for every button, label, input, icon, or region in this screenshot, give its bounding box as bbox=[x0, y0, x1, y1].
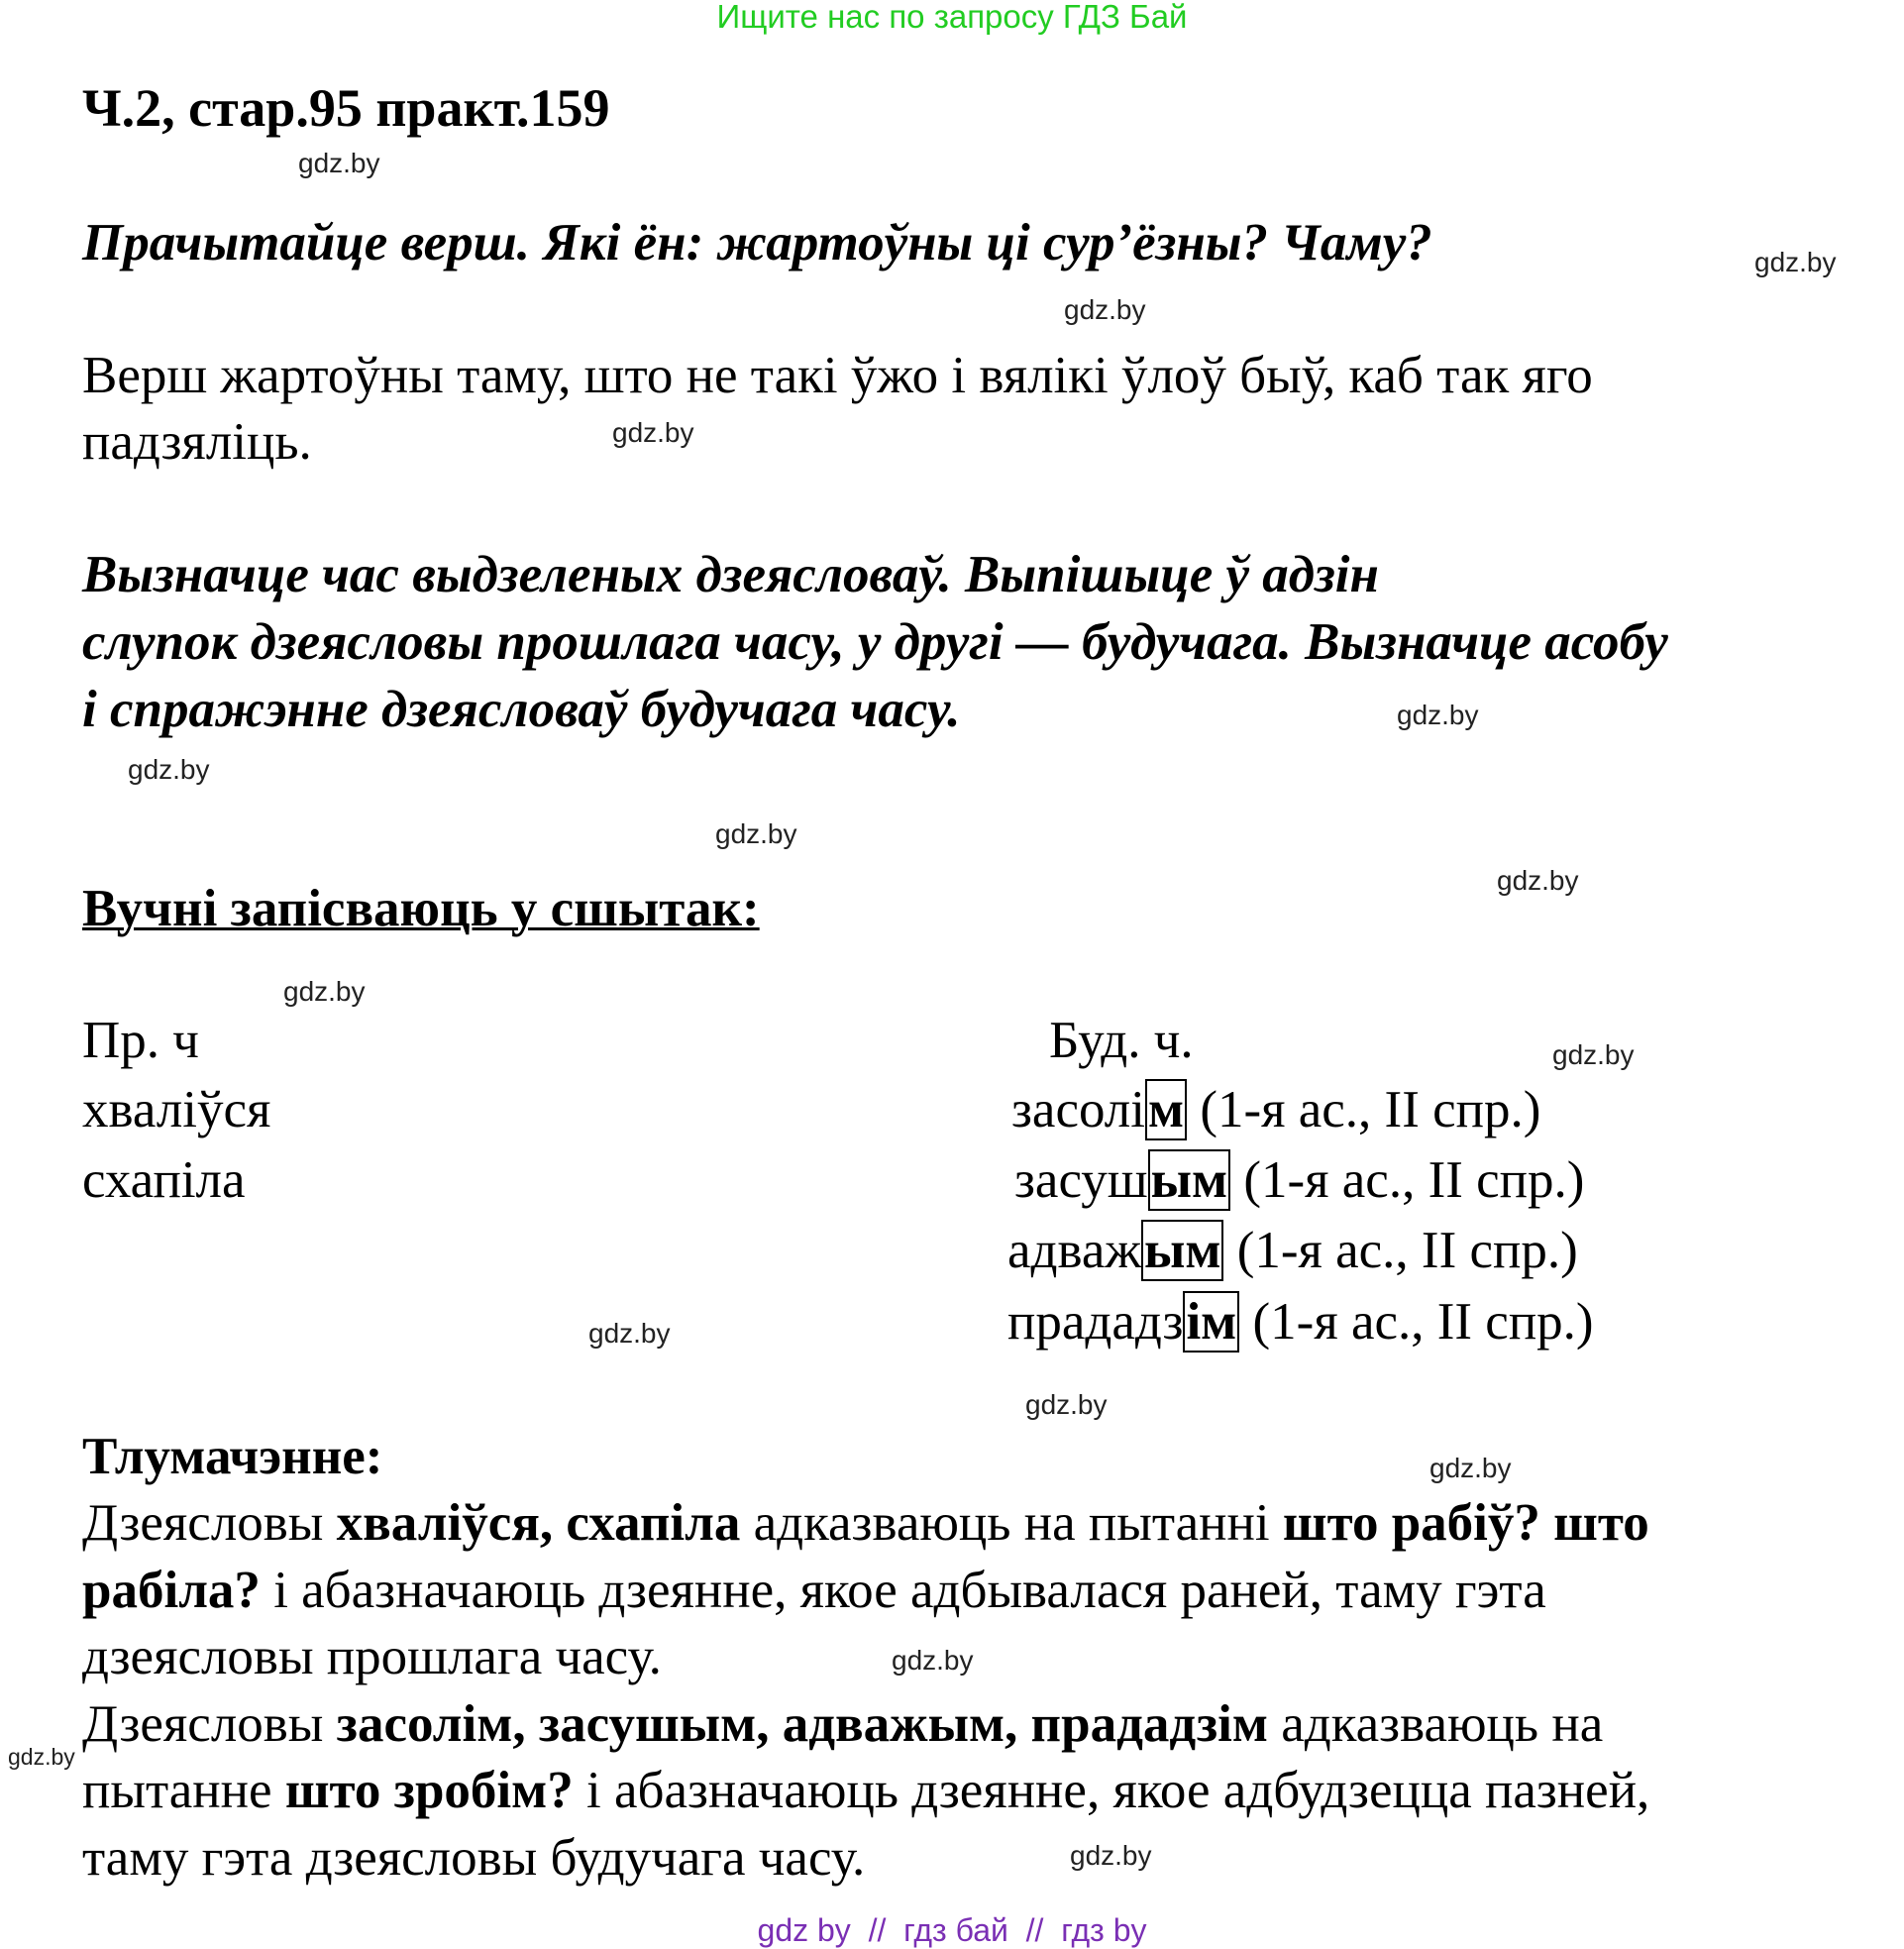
watermark: gdz.by bbox=[1064, 294, 1146, 325]
explanation-line: дзеясловы прошлага часу. bbox=[82, 1628, 662, 1685]
watermark: gdz.by bbox=[588, 1318, 671, 1349]
watermark: gdz.by bbox=[1025, 1389, 1108, 1420]
answer-1-line: падзяліць. bbox=[82, 413, 312, 471]
watermark: gdz.by bbox=[128, 754, 210, 785]
future-verb bbox=[1011, 1080, 1540, 1139]
watermark: gdz.by bbox=[1070, 1840, 1152, 1871]
page-title: Ч.2, стар.95 практ.159 bbox=[82, 78, 610, 138]
verb-note: (1-я ас., II спр.) bbox=[1223, 1222, 1578, 1279]
explanation-line bbox=[82, 1561, 1546, 1620]
watermark: gdz.by bbox=[283, 976, 366, 1007]
past-verb: хваліўся bbox=[82, 1081, 271, 1138]
verb-ending-box: ім bbox=[1183, 1291, 1239, 1353]
verb-ending-box: ым bbox=[1141, 1220, 1223, 1281]
text: адказваюць на пытанні bbox=[740, 1494, 1283, 1552]
notebook-heading: Вучні запісваюць у сшытак: bbox=[82, 880, 760, 937]
watermark: gdz.by bbox=[1754, 247, 1837, 277]
watermark: gdz.by bbox=[1497, 865, 1579, 896]
bold-text: што рабіў? што bbox=[1282, 1494, 1649, 1552]
watermark: gdz.by bbox=[8, 1744, 75, 1770]
task-2-line: Вызначце час выдзеленых дзеясловаў. Выпішыце ў адзін bbox=[82, 546, 1379, 603]
text: адказваюць на bbox=[1267, 1695, 1604, 1753]
watermark: gdz.by bbox=[1429, 1453, 1512, 1483]
bold-text: хваліўся, схапіла bbox=[336, 1494, 741, 1552]
verb-ending-box: ым bbox=[1148, 1149, 1230, 1211]
task-2-line: слупок дзеясловы прошлага часу, у другі — будучага. Вызначце асобу bbox=[82, 613, 1668, 671]
task-1: Прачытайце верш. Які ён: жартоўны ці сур’ёзны? Чаму? bbox=[82, 214, 1432, 271]
verb-ending-box: м bbox=[1145, 1079, 1187, 1140]
future-verb bbox=[1007, 1221, 1578, 1280]
explanation-line bbox=[82, 1761, 1649, 1820]
verb-stem: прададз bbox=[1007, 1293, 1184, 1351]
bold-text: рабіла? bbox=[82, 1562, 261, 1619]
verb-note: (1-я ас., II спр.) bbox=[1230, 1151, 1585, 1209]
text: і абазначаюць дзеянне, якое адбудзецца пазней, bbox=[573, 1762, 1650, 1819]
bold-text: засолім, засушым, адважым, прададзім bbox=[336, 1695, 1268, 1753]
footer-links: gdz by // гдз бай // гдз by bbox=[757, 1912, 1147, 1948]
future-tense-header: Буд. ч. bbox=[1049, 1012, 1194, 1069]
explanation-line bbox=[82, 1694, 1603, 1754]
watermark: gdz.by bbox=[612, 417, 694, 448]
past-tense-header: Пр. ч bbox=[82, 1012, 199, 1069]
watermark: gdz.by bbox=[715, 818, 797, 849]
future-verb bbox=[1014, 1150, 1584, 1210]
explanation-line bbox=[82, 1493, 1649, 1553]
verb-stem: засуш bbox=[1014, 1151, 1148, 1209]
search-banner: Ищите нас по запросу ГДЗ Бай bbox=[716, 0, 1188, 35]
explanation-line: таму гэта дзеясловы будучага часу. bbox=[82, 1829, 866, 1887]
watermark: gdz.by bbox=[1552, 1039, 1635, 1070]
text: пытанне bbox=[82, 1762, 285, 1819]
answer-1-line: Верш жартоўны таму, што не такі ўжо і вялікі ўлоў быў, каб так яго bbox=[82, 347, 1593, 404]
past-verb: схапіла bbox=[82, 1151, 246, 1209]
watermark: gdz.by bbox=[892, 1645, 974, 1676]
verb-note: (1-я ас., II спр.) bbox=[1187, 1081, 1541, 1138]
bold-text: што зробім? bbox=[284, 1762, 574, 1819]
future-verb bbox=[1007, 1292, 1594, 1352]
watermark: gdz.by bbox=[1397, 700, 1479, 730]
text: і абазначаюць дзеянне, якое адбывалася раней, таму гэта bbox=[260, 1562, 1546, 1619]
text: Дзеясловы bbox=[82, 1494, 337, 1552]
watermark: gdz.by bbox=[298, 148, 380, 178]
verb-stem: адваж bbox=[1007, 1222, 1141, 1279]
text: Дзеясловы bbox=[82, 1695, 337, 1753]
verb-note: (1-я ас., II спр.) bbox=[1239, 1293, 1594, 1351]
explanation-heading: Тлумачэнне: bbox=[82, 1428, 383, 1485]
task-2-line: і спражэнне дзеясловаў будучага часу. bbox=[82, 681, 961, 738]
verb-stem: засолі bbox=[1011, 1081, 1145, 1138]
